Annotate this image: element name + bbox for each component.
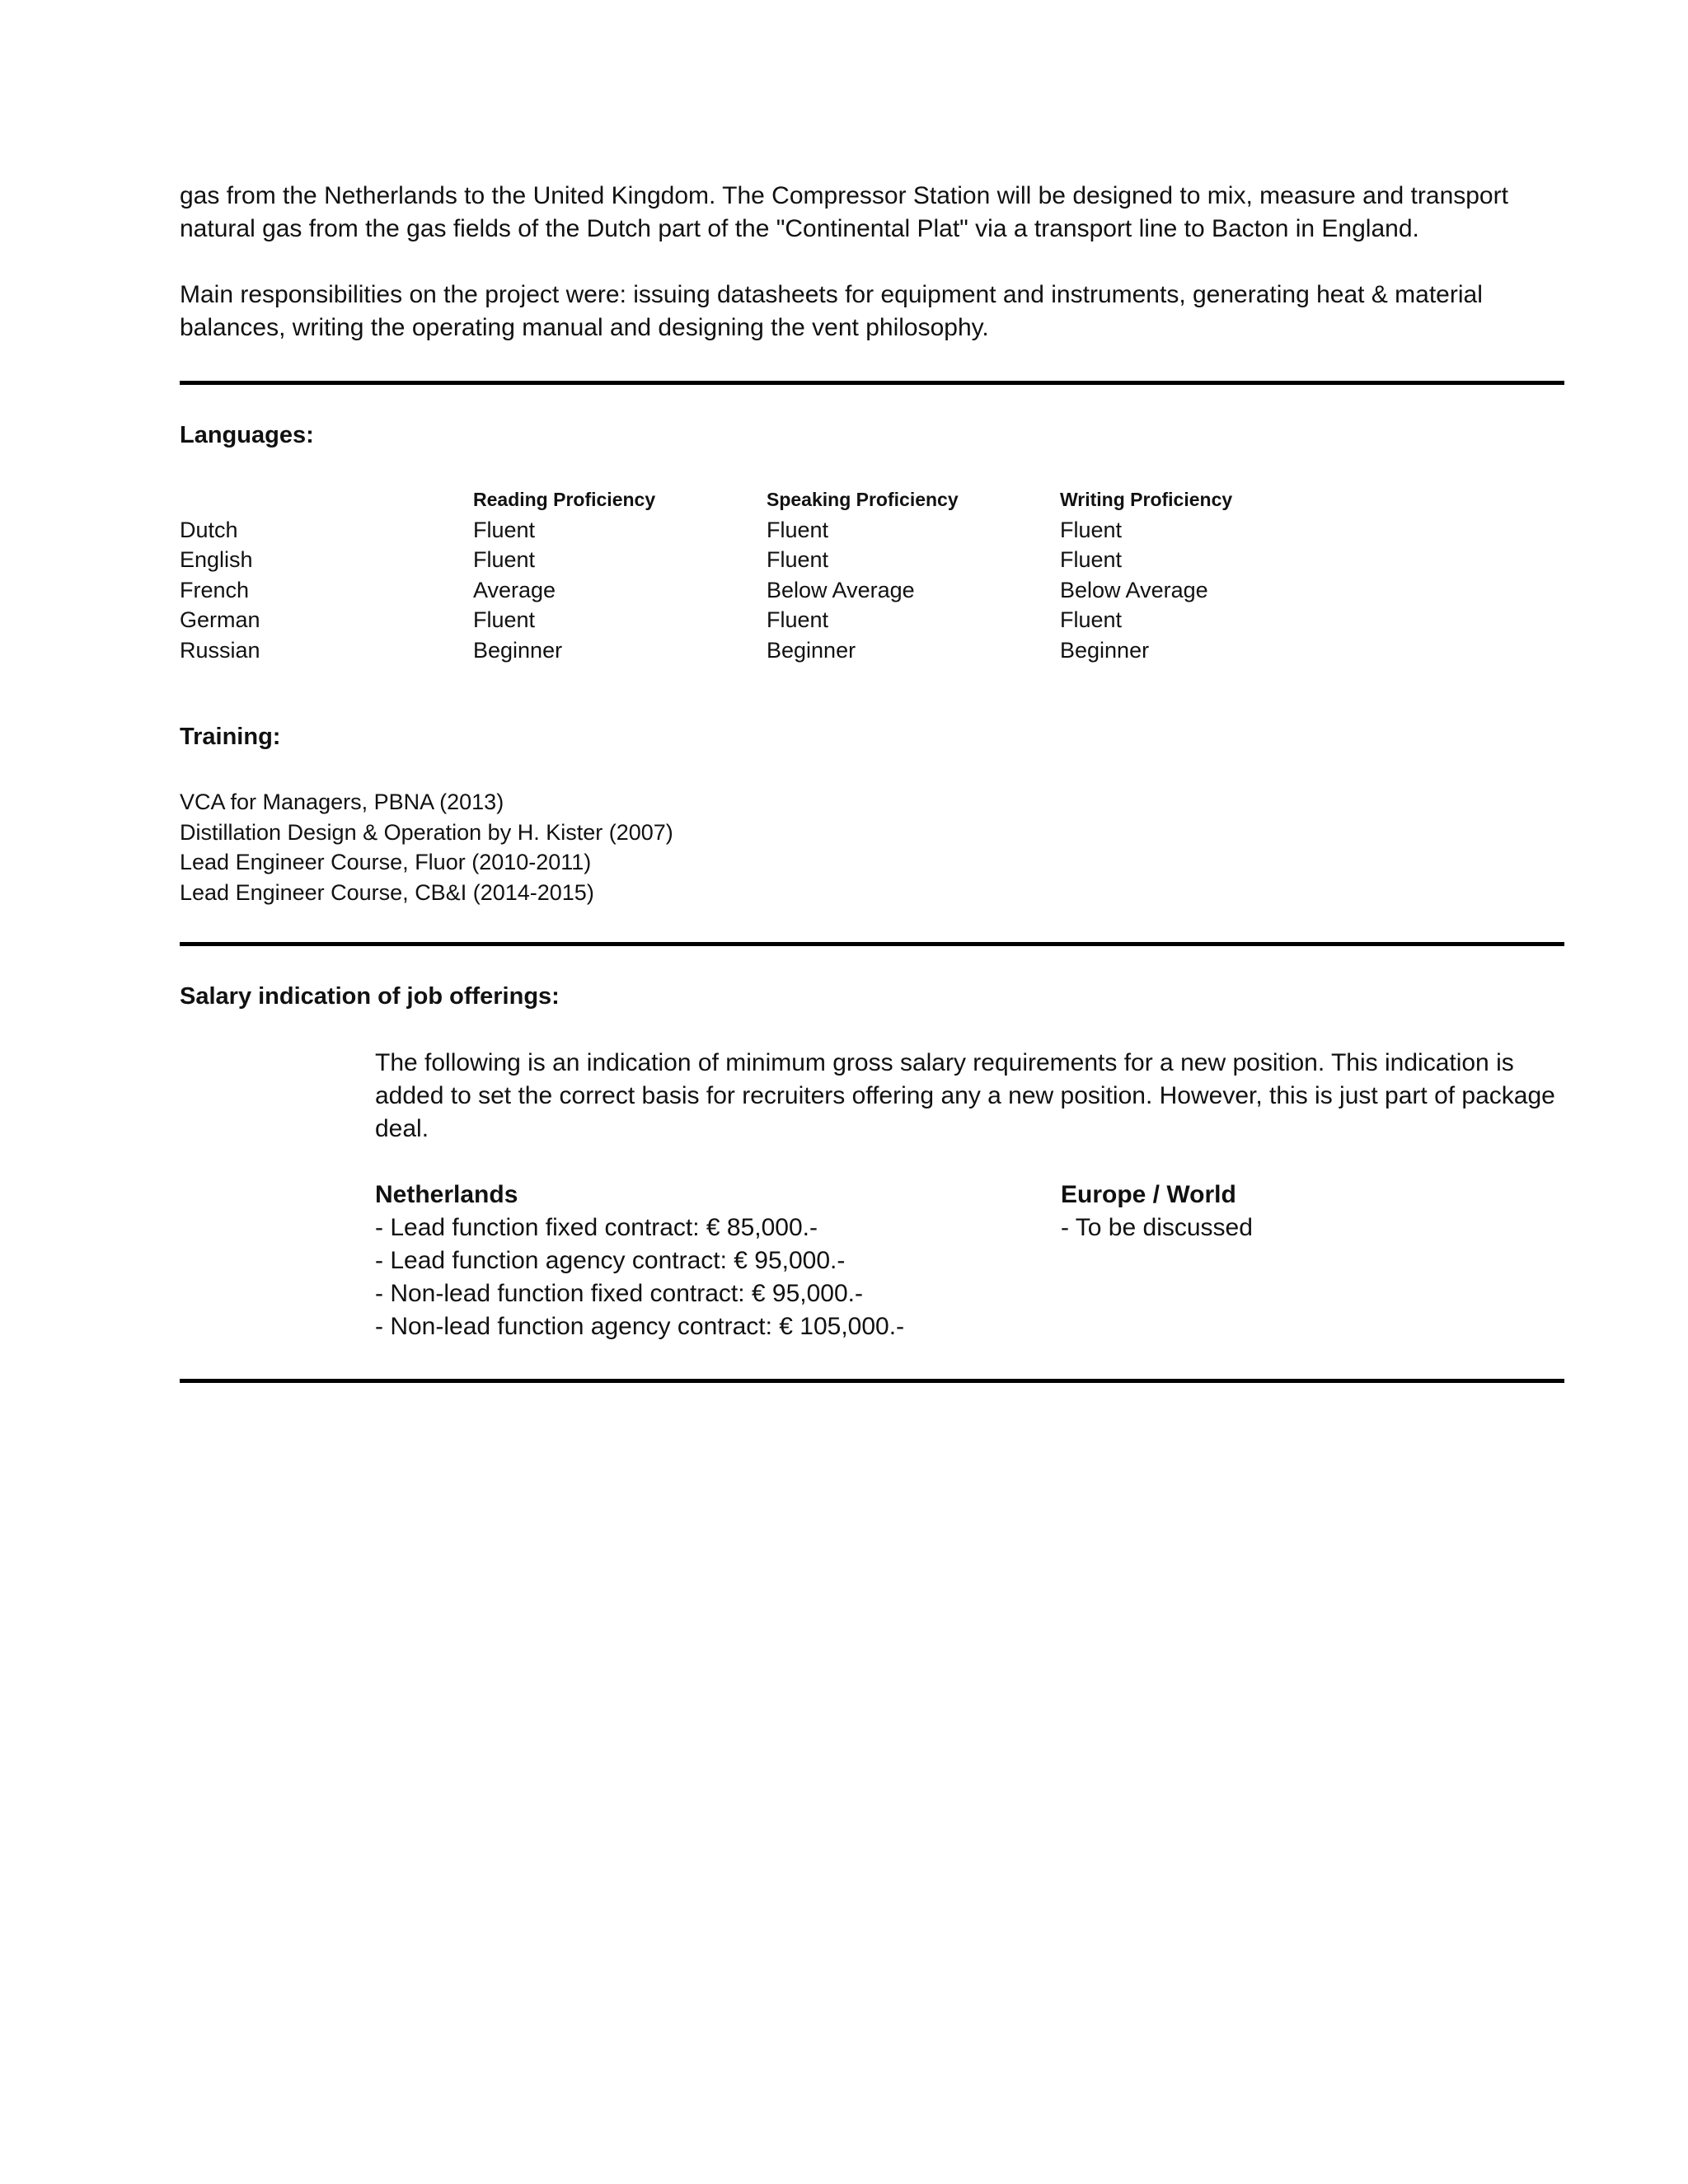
list-item: - To be discussed bbox=[1061, 1214, 1253, 1241]
header-language bbox=[180, 485, 473, 515]
europe-world-title: Europe / World bbox=[1061, 1181, 1236, 1208]
language-name: English bbox=[180, 547, 253, 572]
netherlands-title: Netherlands bbox=[375, 1181, 518, 1208]
salary-netherlands bbox=[375, 1179, 904, 1343]
salary-heading: Salary indication of job offerings: bbox=[180, 983, 560, 1010]
speaking-level: Beginner bbox=[767, 637, 856, 663]
list-item: - Non-lead function agency contract: € 105,000.- bbox=[375, 1313, 905, 1340]
list-item: - Non-lead function fixed contract: € 95,000.- bbox=[375, 1280, 864, 1307]
speaking-level: Fluent bbox=[767, 607, 829, 632]
salary-intro-paragraph: The following is an indication of minimum gross salary requirements for a new position. This indication is added to set the correct basis for recruiters offering any a new position. However, this is just part of package deal. bbox=[375, 1049, 1555, 1142]
reading-level: Fluent bbox=[473, 607, 536, 632]
languages-table bbox=[180, 485, 1353, 665]
reading-level: Fluent bbox=[473, 547, 536, 572]
intro-paragraph-2: Main responsibilities on the project were: issuing datasheets for equipment and instruments, generating heat & material balances, writing the operating manual and designing the vent philosophy. bbox=[180, 281, 1483, 341]
list-item: - Lead function agency contract: € 95,000.- bbox=[375, 1247, 846, 1274]
salary-europe-world bbox=[1061, 1179, 1253, 1244]
table-row bbox=[180, 575, 1353, 606]
training-heading: Training: bbox=[180, 724, 281, 750]
list-item: Lead Engineer Course, Fluor (2010-2011) bbox=[180, 850, 592, 874]
language-name: German bbox=[180, 607, 260, 632]
speaking-level: Fluent bbox=[767, 517, 829, 542]
reading-level: Fluent bbox=[473, 517, 536, 542]
project-description bbox=[180, 180, 1564, 377]
section-divider bbox=[180, 942, 1564, 946]
list-item: - Lead function fixed contract: € 85,000.- bbox=[375, 1214, 818, 1241]
speaking-level: Fluent bbox=[767, 547, 829, 572]
writing-level: Beginner bbox=[1060, 637, 1150, 663]
table-row bbox=[180, 605, 1353, 635]
header-reading: Reading Proficiency bbox=[473, 489, 656, 510]
header-writing: Writing Proficiency bbox=[1060, 489, 1233, 510]
section-divider bbox=[180, 381, 1564, 385]
training-list bbox=[180, 787, 673, 907]
table-row bbox=[180, 515, 1353, 546]
writing-level: Fluent bbox=[1060, 607, 1123, 632]
language-name: Russian bbox=[180, 637, 260, 663]
writing-level: Fluent bbox=[1060, 517, 1123, 542]
header-speaking: Speaking Proficiency bbox=[767, 489, 959, 510]
language-name: Dutch bbox=[180, 517, 238, 542]
list-item: Distillation Design & Operation by H. Kister (2007) bbox=[180, 819, 673, 845]
language-name: French bbox=[180, 577, 250, 602]
table-row bbox=[180, 635, 1353, 666]
reading-level: Beginner bbox=[473, 637, 563, 663]
list-item: VCA for Managers, PBNA (2013) bbox=[180, 790, 504, 814]
writing-level: Fluent bbox=[1060, 547, 1123, 572]
languages-heading: Languages: bbox=[180, 422, 314, 448]
list-item: Lead Engineer Course, CB&I (2014-2015) bbox=[180, 879, 594, 905]
table-row bbox=[180, 545, 1353, 575]
intro-paragraph-1: gas from the Netherlands to the United Kingdom. The Compressor Station will be designed to mix, measure and transport natural gas from the gas fields of the Dutch part of the "Continental Plat" via a transport line to Bacton in England. bbox=[180, 182, 1508, 242]
languages-header-row bbox=[180, 485, 1353, 515]
section-divider bbox=[180, 1379, 1564, 1383]
writing-level: Below Average bbox=[1060, 577, 1208, 602]
speaking-level: Below Average bbox=[767, 577, 915, 602]
reading-level: Average bbox=[473, 577, 556, 602]
